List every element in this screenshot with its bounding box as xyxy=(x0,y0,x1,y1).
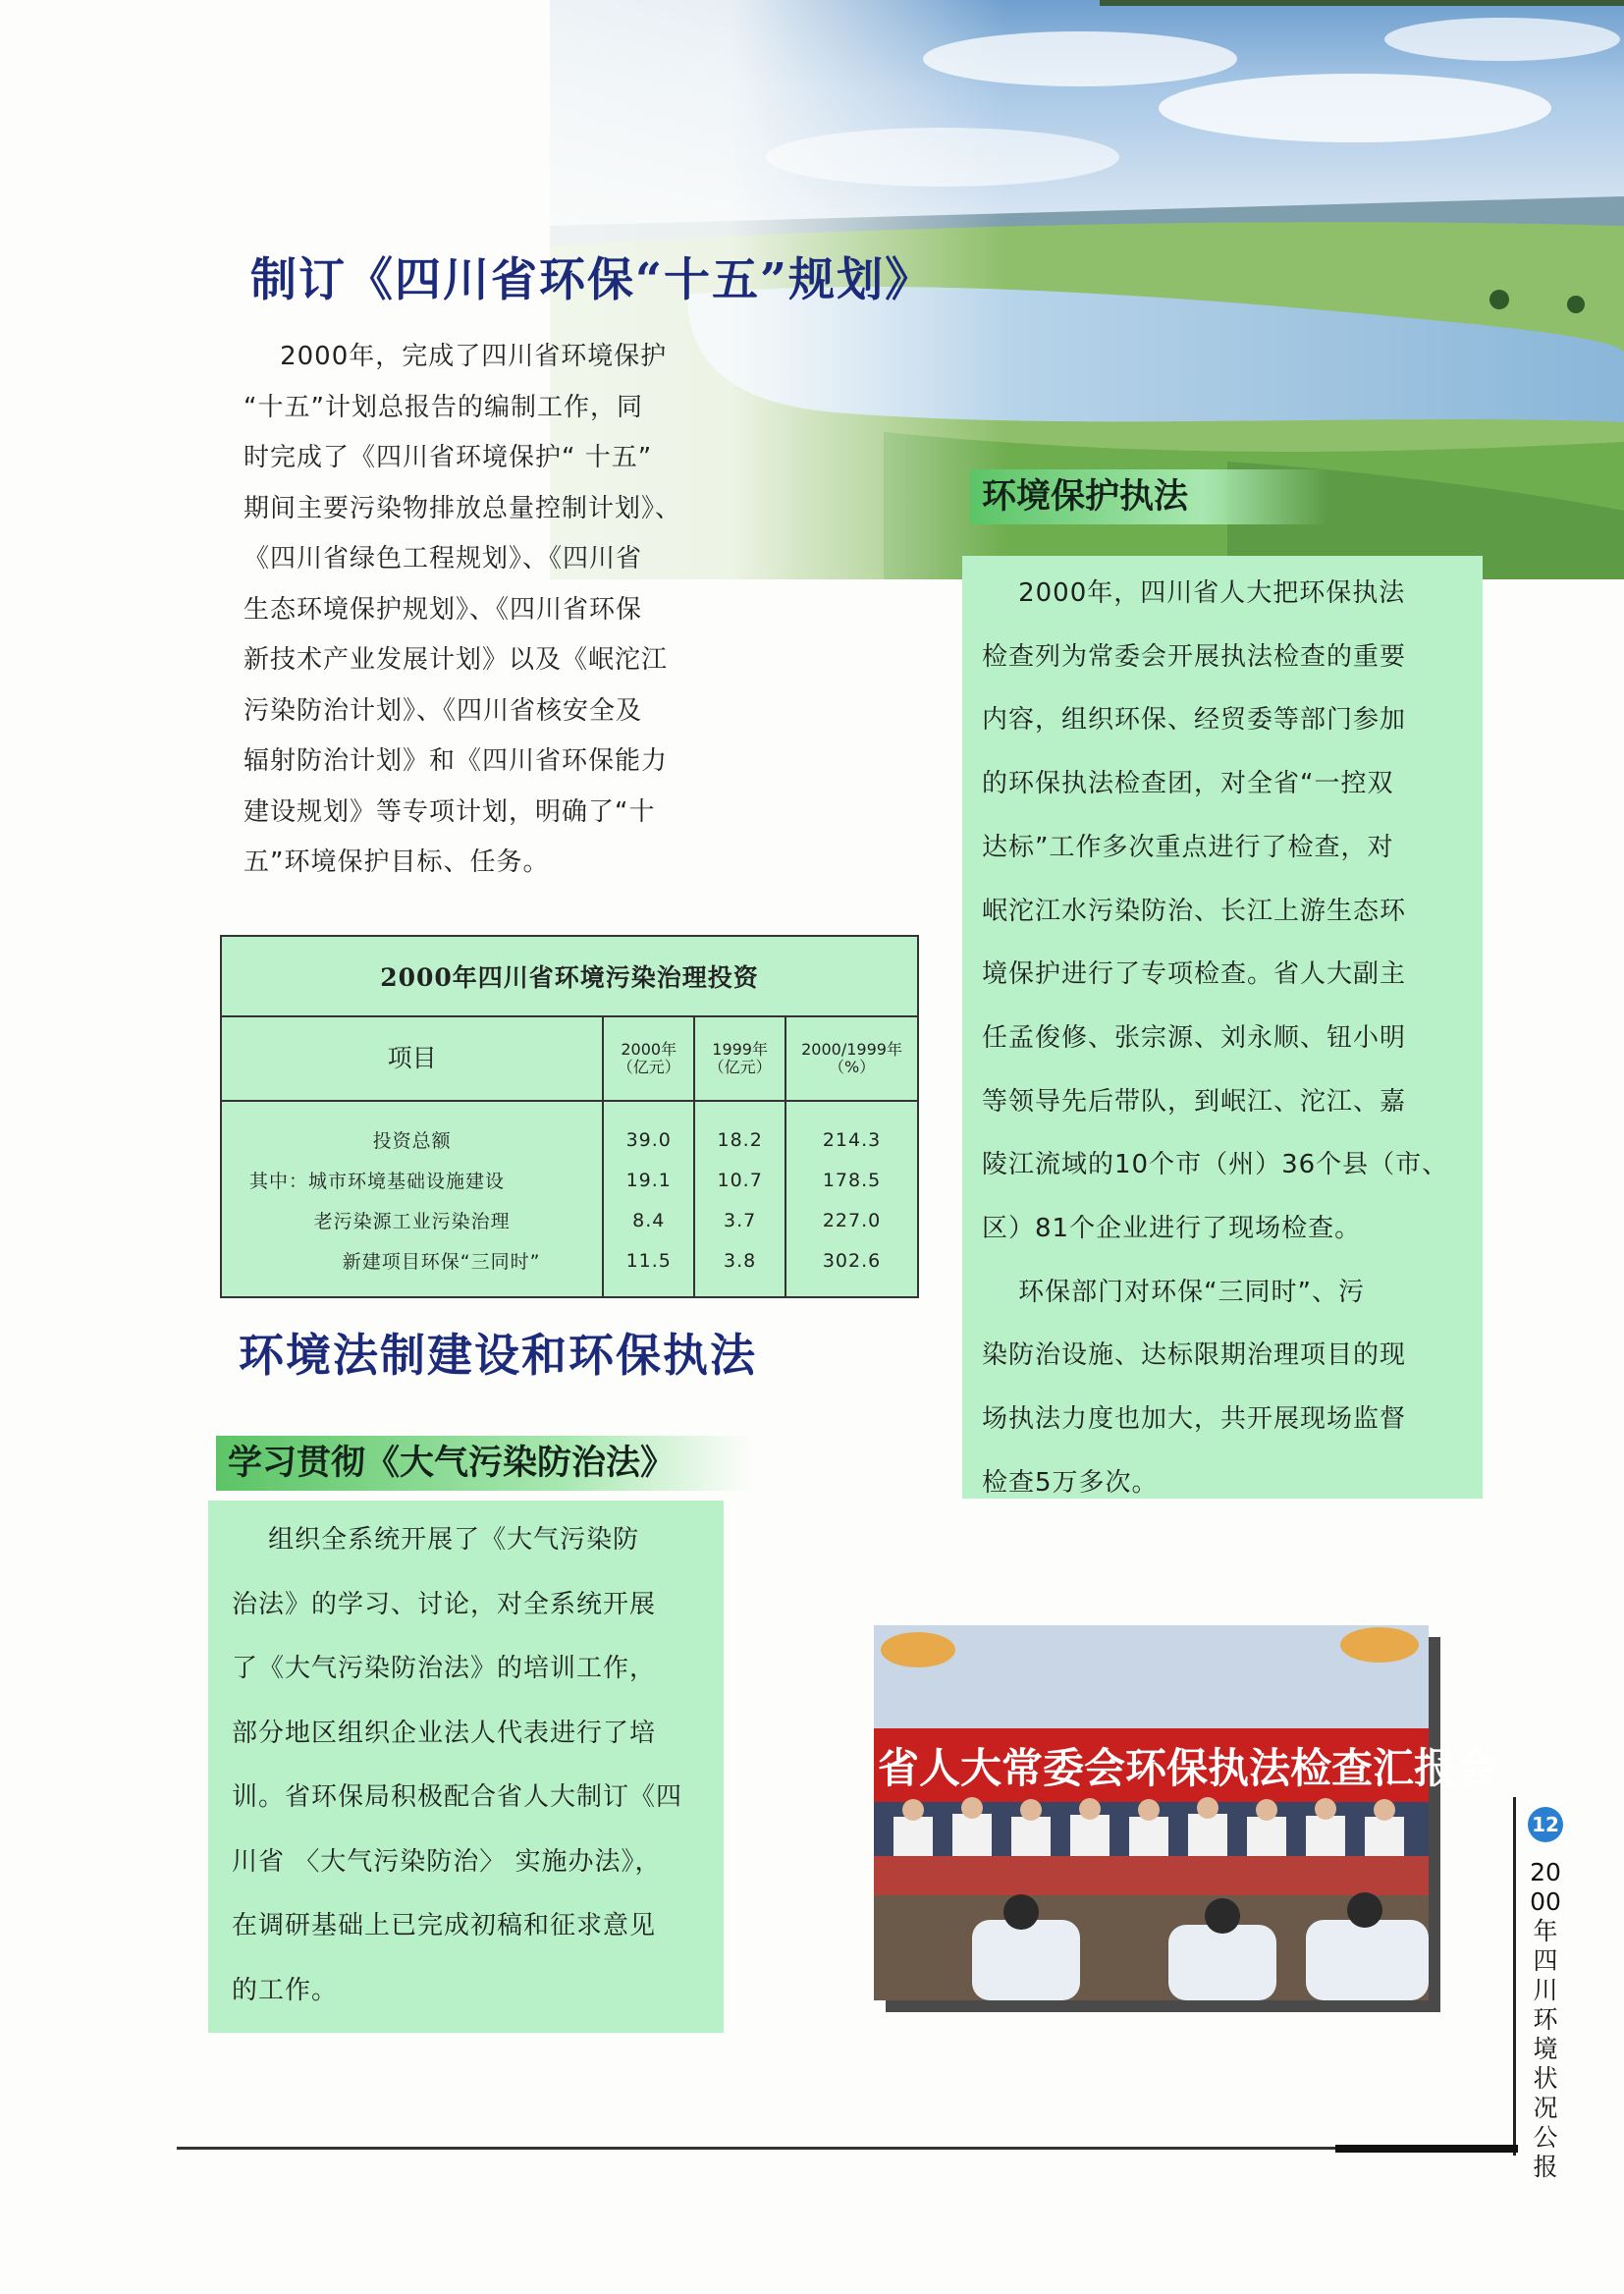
row-1999: 3.8 xyxy=(694,1240,785,1297)
main-heading: 制订《四川省环保“十五”规划》 xyxy=(250,253,934,307)
row-ratio: 214.3 xyxy=(785,1101,918,1160)
air-law-heading: 学习贯彻《大气污染防治法》 xyxy=(216,1436,750,1491)
investment-table xyxy=(220,935,919,1298)
row-2000: 8.4 xyxy=(603,1200,694,1240)
row-1999: 18.2 xyxy=(694,1101,785,1160)
row-2000: 39.0 xyxy=(603,1101,694,1160)
page-number: 12 xyxy=(1528,1807,1563,1842)
header-ratio: 2000/1999年 （%） xyxy=(785,1016,918,1101)
footer-rule-accent xyxy=(1335,2145,1518,2153)
row-item: 其中：城市环境基础设施建设 xyxy=(249,1171,506,1192)
row-item: 老污染源工业污染治理 xyxy=(313,1211,511,1232)
intro-paragraph: 2000年，完成了四川省环境保护 “十五”计划总报告的编制工作，同 时完成了《四川省环境保护“ 十五” 期间主要污染物排放总量控制计划》、 《四川省绿色工程规划》、《四川省 生态环境保护规划》、《四川省环保 新技术产业发展计划》以及《岷沱江 污染防治计划》、《四川省核安全及 辐射防治计划》和《四川省环保能力 建设规划》等专项计划，明确了“十 五”环境保护目标、任务。 xyxy=(244,342,682,877)
row-2000: 19.1 xyxy=(603,1160,694,1200)
section-heading: 环境法制建设和环保执法 xyxy=(239,1329,757,1382)
header-2000: 2000年 （亿元） xyxy=(603,1016,694,1101)
row-item: 投资总额 xyxy=(372,1130,452,1152)
table-row xyxy=(221,1101,918,1160)
table-row xyxy=(221,1200,918,1240)
row-2000: 11.5 xyxy=(603,1240,694,1297)
air-law-text: 组织全系统开展了《大气污染防 治法》的学习、讨论，对全系统开展 了《大气污染防治法》的培训工作， 部分地区组织企业法人代表进行了培 训。省环保局积极配合省人大制订《四 川省 〈大气污染防治〉 实施办法》， 在调研基础上已完成初稿和征求意见 的工作。 xyxy=(232,1525,683,2005)
header-item: 项目 xyxy=(221,1016,603,1101)
table-row xyxy=(221,1160,918,1200)
row-ratio: 227.0 xyxy=(785,1200,918,1240)
side-divider xyxy=(1513,1797,1516,2156)
row-item: 新建项目环保“三同时” xyxy=(342,1251,541,1273)
row-ratio: 302.6 xyxy=(785,1240,918,1297)
table-title: 2000年四川省环境污染治理投资 xyxy=(221,936,918,1016)
meeting-photo xyxy=(874,1625,1497,2000)
row-1999: 3.7 xyxy=(694,1200,785,1240)
publication-title: 2000年四川环境状况公报 xyxy=(1530,1858,1561,2181)
footer-rule xyxy=(177,2147,1512,2150)
row-1999: 10.7 xyxy=(694,1160,785,1200)
photo-banner-text: 省人大常委会环保执法检查汇报会 xyxy=(878,1744,1497,1792)
enforcement-heading: 环境保护执法 xyxy=(970,469,1327,524)
enforcement-text: 2000年，四川省人大把环保执法 检查列为常委会开展执法检查的重要 内容，组织环保、经贸委等部门参加 的环保执法检查团，对全省“一控双 达标”工作多次重点进行了检查，对 岷沱江水污染防治、长江上游生态环 境保护进行了专项检查。省人大副主 任孟俊修、张宗源、刘永顺、钮小明 等领导先后带队，到岷江、沱江、嘉 陵江流域的10个市（州）36个县（市、 区）81个企业进行了现场检查。 环保部门对环保“三同时”、污 染防治设施、达标限期治理项目的现 场执法力度也加大，共开展现场监督 检查5万多次。 xyxy=(982,578,1449,1498)
header-1999: 1999年 （亿元） xyxy=(694,1016,785,1101)
row-ratio: 178.5 xyxy=(785,1160,918,1200)
table-header-row xyxy=(221,1016,918,1101)
table-row xyxy=(221,1240,918,1297)
